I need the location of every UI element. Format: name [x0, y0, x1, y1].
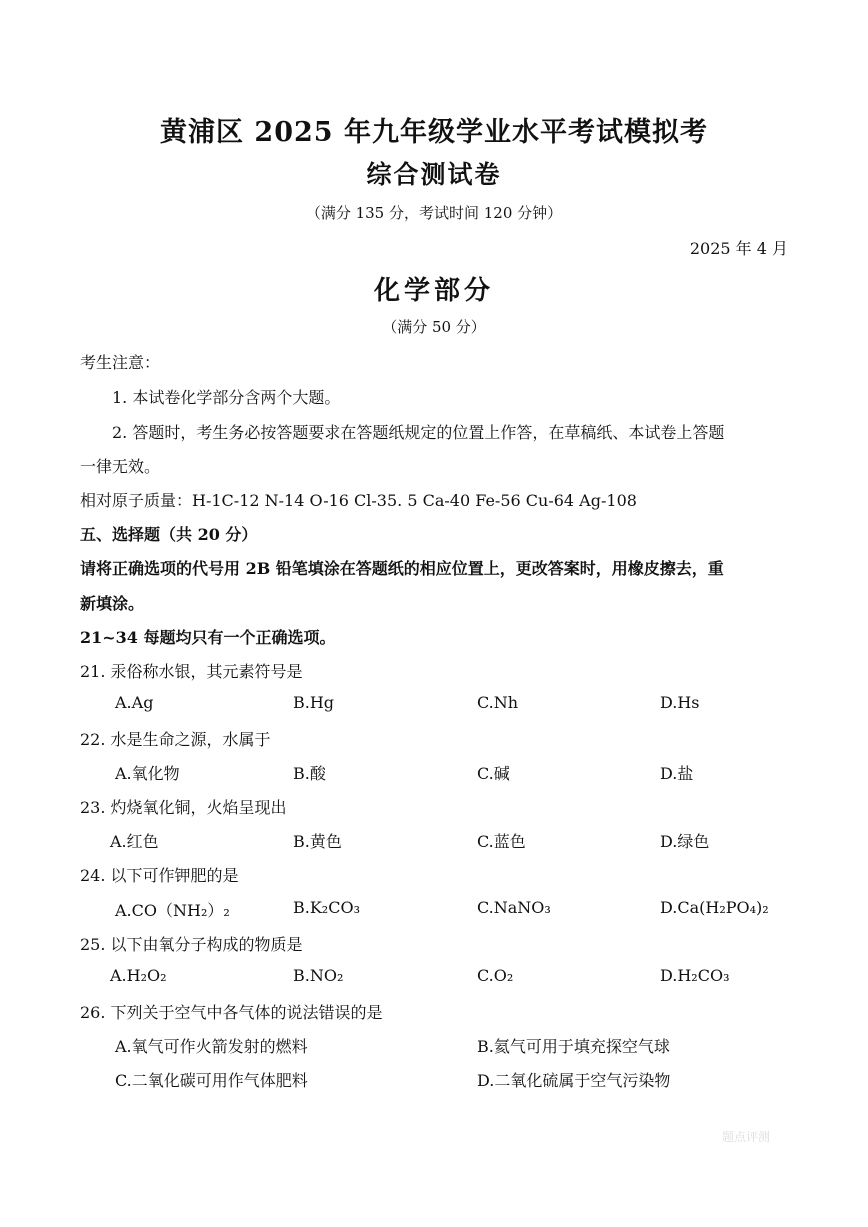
- exam-score-note: （满分 135 分，考试时间 120 分钟）: [305, 204, 563, 222]
- question-21-option-a: A.Ag: [115, 693, 154, 712]
- notice-heading: 考生注意：: [80, 353, 161, 372]
- question-25-stem: 25. 以下由氧分子构成的物质是: [80, 935, 303, 954]
- question-23-option-d: D.绿色: [660, 832, 710, 851]
- question-22-option-c: C.碱: [477, 764, 510, 783]
- question-25-option-d: D.H₂CO₃: [660, 966, 730, 985]
- question-25-option-a: A.H₂O₂: [110, 966, 167, 985]
- exam-date: 2025 年 4 月: [689, 239, 788, 258]
- notice-item-2: 2. 答题时，考生务必按答题要求在答题纸规定的位置上作答，在草稿纸、本试卷上答题: [112, 423, 725, 442]
- question-23-option-a: A.红色: [110, 832, 159, 851]
- section-title: 化学部分: [373, 276, 494, 306]
- question-26-stem: 26. 下列关于空气中各气体的说法错误的是: [80, 1003, 383, 1022]
- section-score-note: （满分 50 分）: [382, 318, 486, 336]
- question-24-stem: 24. 以下可作钾肥的是: [80, 866, 239, 885]
- question-26-option-b: B.氦气可用于填充探空气球: [477, 1037, 670, 1056]
- question-24-option-b: B.K₂CO₃: [293, 898, 360, 917]
- question-22-option-b: B.酸: [293, 764, 326, 783]
- part5-heading: 五、选择题（共 20 分）: [80, 525, 258, 544]
- exam-title: 黄浦区 2025 年九年级学业水平考试模拟考: [160, 117, 708, 148]
- part5-subheading: 21~34 每题均只有一个正确选项。: [80, 628, 336, 647]
- question-24-option-d: D.Ca(H₂PO₄)₂: [660, 898, 769, 917]
- part5-instruction-cont: 新填涂。: [80, 594, 145, 613]
- question-26-option-c: C.二氧化碳可用作气体肥料: [115, 1071, 308, 1090]
- question-22-stem: 22. 水是生命之源，水属于: [80, 730, 271, 749]
- part5-instruction: 请将正确选项的代号用 2B 铅笔填涂在答题纸的相应位置上，更改答案时，用橡皮擦去，重: [80, 559, 724, 578]
- question-23-stem: 23. 灼烧氧化铜，火焰呈现出: [80, 798, 287, 817]
- notice-item-2-cont: 一律无效。: [80, 457, 161, 476]
- question-25-option-b: B.NO₂: [293, 966, 344, 985]
- question-23-option-b: B.黄色: [293, 832, 342, 851]
- watermark: 题点评测: [722, 1130, 771, 1144]
- question-23-option-c: C.蓝色: [477, 832, 526, 851]
- question-21-option-c: C.Nh: [477, 693, 519, 712]
- question-24-option-a: A.CO（NH₂）₂: [115, 901, 230, 920]
- question-25-option-c: C.O₂: [477, 966, 514, 985]
- question-21-option-b: B.Hg: [293, 693, 335, 712]
- question-24-option-c: C.NaNO₃: [477, 898, 551, 917]
- question-21-stem: 21. 汞俗称水银，其元素符号是: [80, 662, 303, 681]
- atomic-masses: 相对原子质量：H-1C-12 N-14 O-16 Cl-35. 5 Ca-40 Fe-56 Cu-64 Ag-108: [80, 491, 637, 510]
- question-22-option-a: A.氧化物: [115, 764, 180, 783]
- notice-item-1: 1. 本试卷化学部分含两个大题。: [112, 388, 341, 407]
- question-26-option-d: D.二氧化硫属于空气污染物: [477, 1071, 671, 1090]
- question-26-option-a: A.氧气可作火箭发射的燃料: [115, 1037, 308, 1056]
- question-22-option-d: D.盐: [660, 764, 694, 783]
- question-21-option-d: D.Hs: [660, 693, 700, 712]
- exam-subtitle: 综合测试卷: [366, 160, 502, 189]
